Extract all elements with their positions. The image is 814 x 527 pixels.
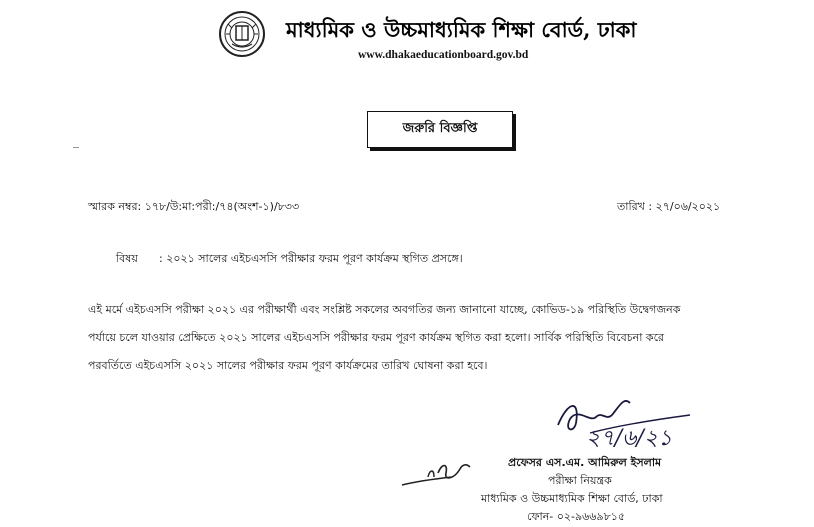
subject-label: বিষয়: [116, 252, 138, 265]
notice-title: জরুরি বিজ্ঞপ্তি: [402, 121, 478, 136]
memo-number: স্মারক নম্বর: ১৭৮/উ:মা:পরী:/৭৪(অংশ-১)/৮৩৩: [88, 200, 300, 213]
body-line: পর্যায়ে চলে যাওয়ার প্রেক্ষিতে ২০২১ সালের এইচএসসি পরীক্ষার ফরম পূরণ কার্যক্রম স্থগিত করা হলো। সার্বিক পরিস্থিতি বিবেচনা করে: [88, 331, 665, 344]
margin-mark: [73, 147, 79, 148]
signatory-name: প্রফেসর এস.এম. আমিরুল ইসলাম: [508, 456, 662, 469]
board-name: মাধ্যমিক ও উচ্চমাধ্যমিক শিক্ষা বোর্ড, ঢাকা: [286, 17, 637, 42]
notice-date: তারিখ : ২৭/০৬/২০২১: [617, 200, 721, 213]
handwritten-signature-icon: [550, 393, 730, 453]
subject-text: : ২০২১ সালের এইচএসসি পরীক্ষার ফরম পূরণ কার্যক্রম স্থগিত প্রসঙ্গে।: [159, 252, 463, 265]
board-website: www.dhakaeducationboard.gov.bd: [358, 49, 529, 61]
body-line: এই মর্মে এইচএসসি পরীক্ষা ২০২১ এর পরীক্ষার্থী এবং সংশ্লিষ্ট সকলের অবগতির জন্য জানানো যাচ্ছে, কোভিড-১৯ পরিস্থিতি উদ্বেগজনক: [88, 303, 681, 316]
signature-date: ২৭/৬/২১: [586, 426, 673, 451]
board-seal-icon: [218, 10, 266, 58]
signatory-designation: পরীক্ষা নিয়ন্ত্রক: [548, 474, 612, 487]
initial-signature-icon: [398, 455, 478, 491]
body-line: পরবর্তিতে এইচএসসি ২০২১ সালের পরীক্ষার ফরম পূরণ কার্যক্রমের তারিখ ঘোষনা করা হবে।: [88, 359, 488, 372]
notice-title-box: [367, 111, 513, 148]
signatory-phone: ফোন- ০২-৯৬৬৯৮১৫: [527, 510, 625, 523]
signatory-office: মাধ্যমিক ও উচ্চমাধ্যমিক শিক্ষা বোর্ড, ঢাকা: [481, 492, 663, 505]
